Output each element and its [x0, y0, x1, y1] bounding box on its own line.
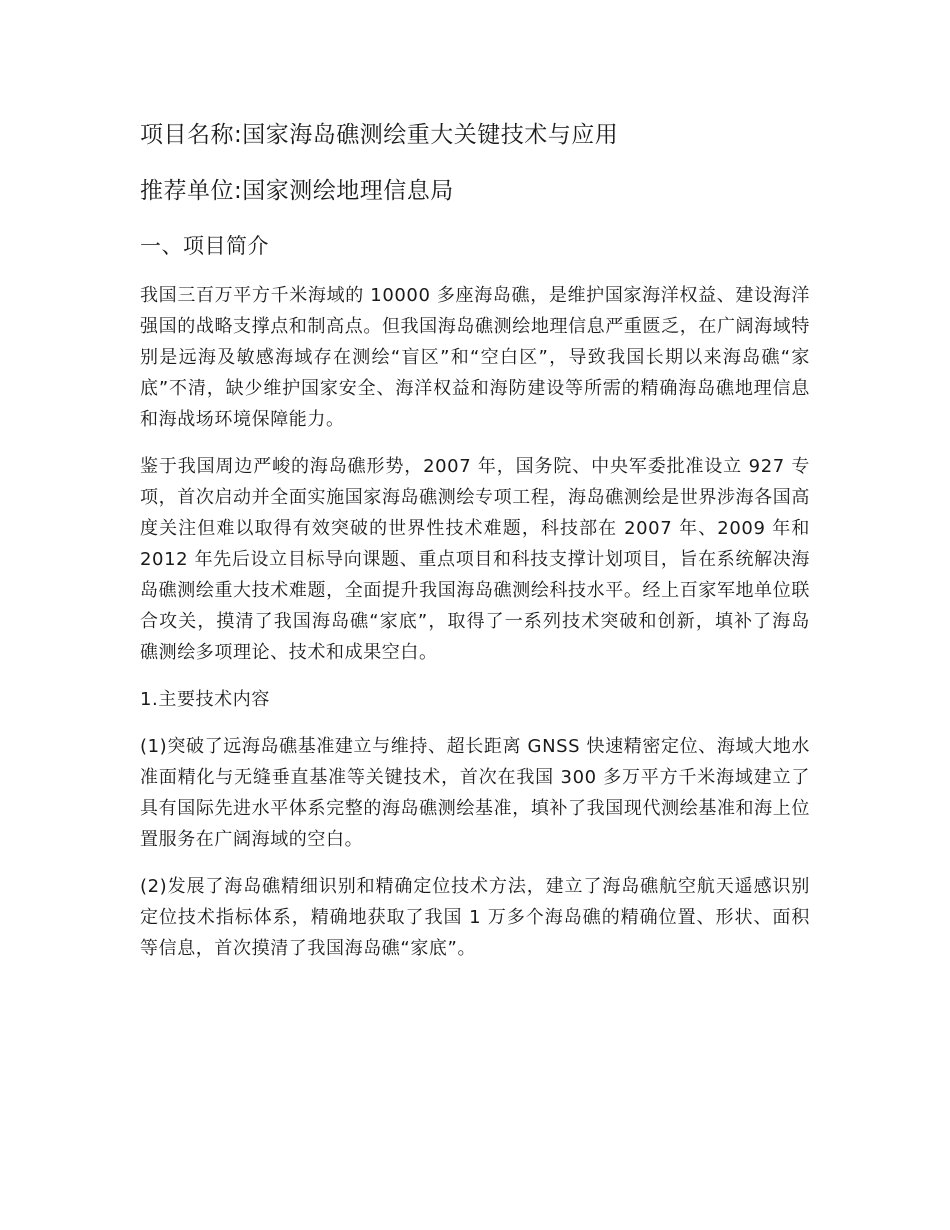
- section-title: 一、项目简介: [140, 234, 269, 258]
- paragraph-history: 鉴于我国周边严峻的海岛礁形势，2007 年，国务院、中央军委批准设立 927 专项，首次启动并全面实施国家海岛礁测绘专项工程，海岛礁测绘是世界涉海各国高度关注但难以取得有效突破的世界性技术难题，科技部在 2007 年、2009 年和 2012 年先后设立目标导向课题、重点项目和科技支撑计划项目，旨在系统解决海岛礁测绘重大技术难题，全面提升我国海岛礁测绘科技水平。经上百家军地单位联合攻关，摸清了我国海岛礁“家底”，取得了一系列技术突破和创新，填补了海岛礁测绘多项理论、技术和成果空白。: [140, 456, 810, 663]
- subsection-title: 1.主要技术内容: [140, 689, 270, 710]
- document-page: [140, 118, 810, 980]
- list-item: (2)发展了海岛礁精细识别和精确定位技术方法，建立了海岛礁航空航天遥感识别定位技术指标体系，精确地获取了我国 1 万多个海岛礁的精确位置、形状、面积等信息，首次摸清了我国海岛礁“家底”。: [140, 876, 810, 959]
- paragraph-background: 我国三百万平方千米海域的 10000 多座海岛礁，是维护国家海洋权益、建设海洋强国的战略支撑点和制高点。但我国海岛礁测绘地理信息严重匮乏，在广阔海域特别是远海及敏感海域存在测绘“盲区”和“空白区”，导致我国长期以来海岛礁“家底”不清，缺少维护国家安全、海洋权益和海防建设等所需的精确海岛礁地理信息和海战场环境保障能力。: [140, 285, 810, 430]
- project-name: 项目名称:国家海岛礁测绘重大关键技术与应用: [140, 122, 619, 148]
- list-item: (1)突破了远海岛礁基准建立与维持、超长距离 GNSS 快速精密定位、海域大地水准面精化与无缝垂直基准等关键技术，首次在我国 300 多万平方千米海域建立了具有国际先进水平体系完整的海岛礁测绘基准，填补了我国现代测绘基准和海上位置服务在广阔海域的空白。: [140, 736, 810, 850]
- recommending-unit: 推荐单位:国家测绘地理信息局: [140, 178, 454, 204]
